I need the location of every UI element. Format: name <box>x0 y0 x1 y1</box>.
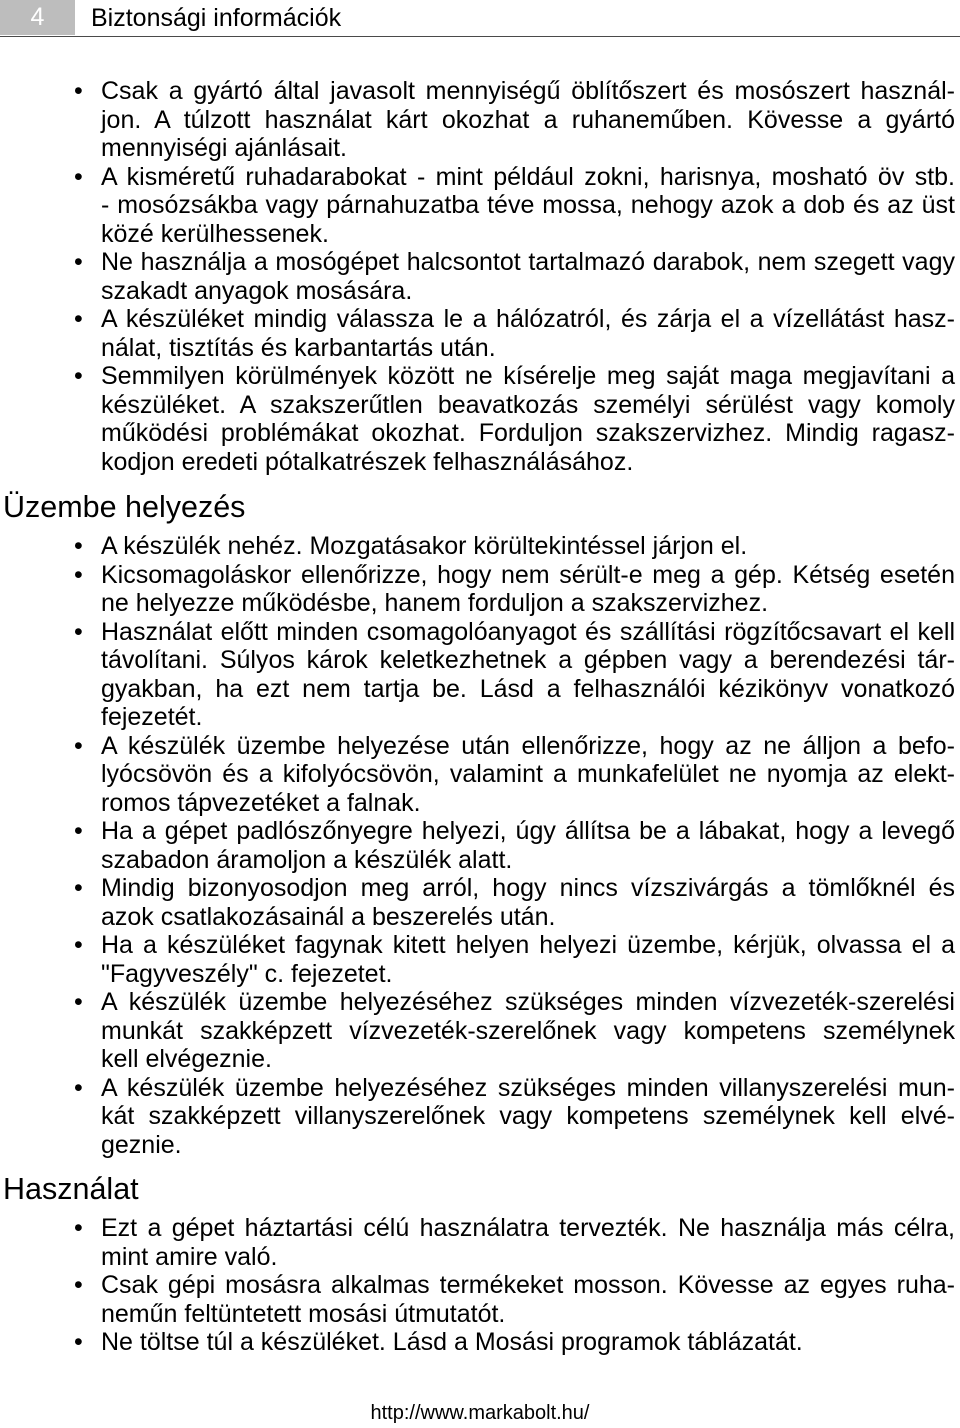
list-item <box>0 988 955 1074</box>
list-item-line: A kisméretű ruhadarabokat - mint például zokni, harisnya, mosható öv stb. <box>101 162 955 191</box>
list-item-line: távolítani. Súlyos károk keletkezhetnek a gépben vagy a berendezési tár- <box>101 646 955 674</box>
bullet-icon <box>74 1074 83 1103</box>
list-item-line: szabadon áramoljon a készülék alatt. <box>101 845 513 874</box>
list-item <box>0 362 955 476</box>
list-item <box>0 732 955 818</box>
bullet-icon <box>74 561 83 590</box>
bullet-icon <box>74 532 83 561</box>
header-divider <box>0 36 960 37</box>
list-item-line: Ha a gépet padlószőnyegre helyezi, úgy állítsa be a lábakat, hogy a levegő <box>101 817 955 845</box>
list-item-line: - mosózsákba vagy párnahuzatba téve mossa, nehogy azok a dob és az üst <box>101 191 955 219</box>
list-item-line: mint amire való. <box>101 1242 278 1271</box>
list-item <box>0 931 955 988</box>
list-item <box>0 874 955 931</box>
list-item-line: készüléket. A szakszerűtlen beavatkozás személyi sérülést vagy komoly <box>101 390 955 419</box>
bullet-icon <box>74 817 83 846</box>
chapter-title: Biztonsági információk <box>91 4 342 32</box>
list-item-line: romos tápvezetéket a falnak. <box>101 788 421 817</box>
list-item-line: kodjon eredeti pótalkatrészek felhasználásához. <box>101 447 634 476</box>
list-item-line: ne helyezze működésbe, hanem forduljon a szakszervizhez. <box>101 589 769 617</box>
page-number: 4 <box>30 3 45 31</box>
installation-list <box>0 532 960 1159</box>
safety-list <box>0 77 960 476</box>
list-item-line: közé kerülhessenek. <box>101 219 329 248</box>
list-item <box>0 163 955 249</box>
bullet-icon <box>74 1328 83 1357</box>
list-item-line: Ha a készüléket fagynak kitett helyen helyezi üzembe, kérjük, olvassa el a <box>101 931 955 959</box>
list-item-line: Csak a gyártó által javasolt mennyiségű öblítőszert és mosószert használ- <box>101 77 955 105</box>
section-heading-usage: Használat <box>3 1172 139 1206</box>
usage-list <box>0 1214 960 1357</box>
list-item <box>0 305 955 362</box>
list-item <box>0 1074 955 1160</box>
list-item-line: "Fagyveszély" c. fejezetet. <box>101 959 393 988</box>
list-item-line: A készüléket mindig válassza le a hálózatról, és zárja el a vízellátást hasz- <box>101 305 955 333</box>
list-item <box>0 1271 955 1328</box>
bullet-icon <box>74 931 83 960</box>
bullet-icon <box>74 988 83 1017</box>
list-item-line: lyócsövön és a kifolyócsövön, valamint a munkafelület ne nyomja az elekt- <box>101 760 955 788</box>
list-item-line: Csak gépi mosásra alkalmas termékeket mosson. Kövesse az egyes ruha- <box>101 1271 955 1299</box>
bullet-icon <box>74 618 83 647</box>
list-item-line: Ne töltse túl a készüléket. Lásd a Mosási programok táblázatát. <box>101 1328 803 1356</box>
list-item-line: Kicsomagoláskor ellenőrizze, hogy nem sérült-e meg a gép. Kétség esetén <box>101 560 955 589</box>
list-item <box>0 77 955 163</box>
bullet-icon <box>74 732 83 761</box>
list-item <box>0 532 955 561</box>
bullet-icon <box>74 1271 83 1300</box>
list-item-line: munkát szakképzett vízvezeték-szerelőnek vagy kompetens személynek <box>101 1016 955 1045</box>
list-item-line: Ezt a gépet háztartási célú használatra tervezték. Ne használja más célra, <box>101 1214 955 1242</box>
list-item-line: kát szakképzett villanyszerelőnek vagy kompetens személynek kell elvé- <box>101 1102 955 1130</box>
list-item-line: nálat, tisztítás és karbantartás után. <box>101 333 496 362</box>
list-item-line: A készülék üzembe helyezéséhez szükséges minden villanyszerelési mun- <box>101 1073 955 1102</box>
list-item <box>0 817 955 874</box>
bullet-icon <box>74 77 83 106</box>
section-heading-installation: Üzembe helyezés <box>3 490 246 524</box>
list-item <box>0 561 955 618</box>
bullet-icon <box>74 305 83 334</box>
list-item-line: Semmilyen körülmények között ne kísérelje meg saját maga megjavítani a <box>101 362 955 390</box>
list-item-line: szakadt anyagok mosására. <box>101 276 413 305</box>
list-item-line: A készülék nehéz. Mozgatásakor körültekintéssel járjon el. <box>101 532 748 560</box>
bullet-icon <box>74 163 83 192</box>
bullet-icon <box>74 248 83 277</box>
list-item <box>0 248 955 305</box>
list-item-line: neműn feltüntetett mosási útmutatót. <box>101 1299 506 1328</box>
list-item-line: jon. A túlzott használat kárt okozhat a ruhaneműben. Kövesse a gyártó <box>101 105 955 134</box>
list-item-line: működési problémákat okozhat. Forduljon szakszervizhez. Mindig ragasz- <box>101 419 955 447</box>
list-item <box>0 618 955 732</box>
list-item-line: Mindig bizonyosodjon meg arról, hogy nincs vízszivárgás a tömlőknél és <box>101 874 955 902</box>
list-item <box>0 1214 955 1271</box>
list-item-line: Ne használja a mosógépet halcsontot tartalmazó darabok, nem szegett vagy <box>101 248 955 276</box>
list-item-line: mennyiségi ajánlásait. <box>101 134 347 162</box>
list-item-line: kell elvégeznie. <box>101 1045 272 1073</box>
list-item-line: A készülék üzembe helyezéséhez szükséges minden vízvezeték-szerelési <box>101 988 955 1016</box>
list-item <box>0 1328 955 1357</box>
list-item-line: fejezetét. <box>101 703 203 731</box>
bullet-icon <box>74 874 83 903</box>
list-item-line: azok csatlakozásainál a beszerelés után. <box>101 902 556 931</box>
footer-url: http://www.markabolt.hu/ <box>370 1402 590 1424</box>
bullet-icon <box>74 362 83 391</box>
bullet-icon <box>74 1214 83 1243</box>
list-item-line: gyakban, ha ezt nem tartja be. Lásd a felhasználói kézikönyv vonatkozó <box>101 674 955 703</box>
list-item-line: geznie. <box>101 1130 182 1159</box>
list-item-line: A készülék üzembe helyezése után ellenőrizze, hogy az ne álljon a befo- <box>101 731 955 760</box>
list-item-line: Használat előtt minden csomagolóanyagot és szállítási rögzítőcsavart el kell <box>101 617 955 646</box>
